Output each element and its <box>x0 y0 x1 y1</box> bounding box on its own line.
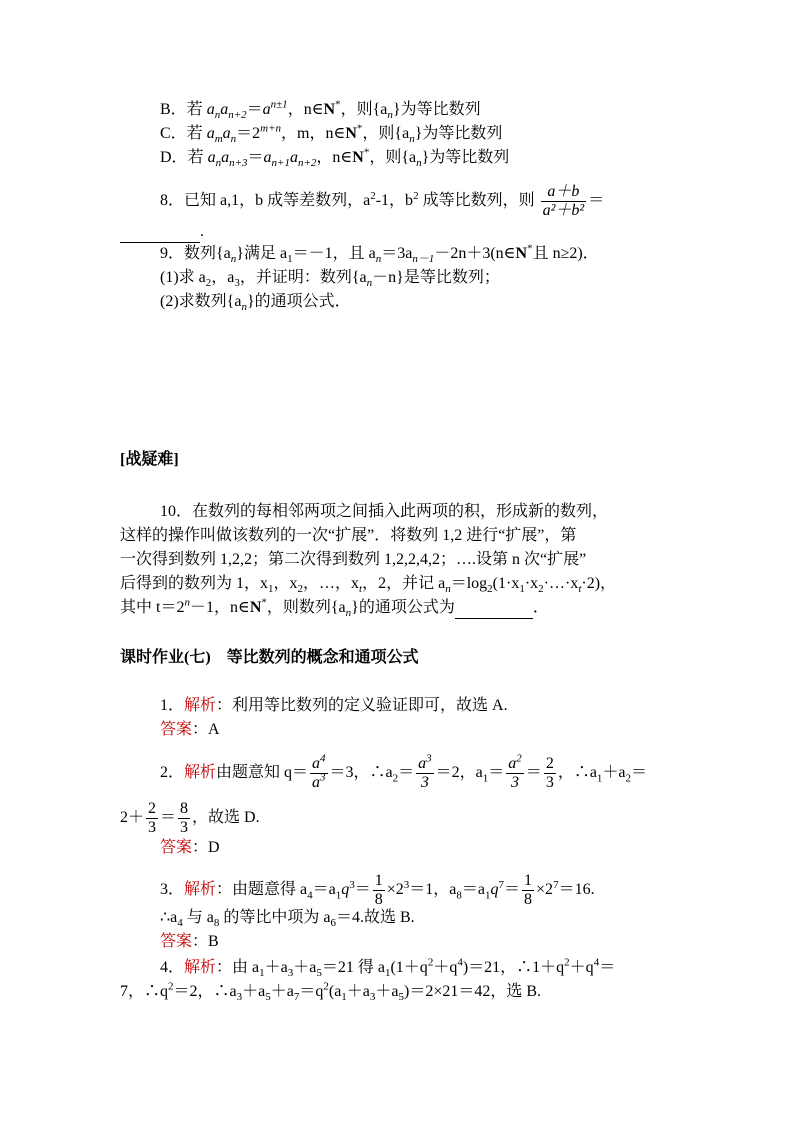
question-8: 8．已知 a,1，b 成等差数列，$a^2-1$，$b^2$ 成等比数列，则 $\frac{a+b}{\text{a²＋b²}}$ ＝ <box>160 183 605 219</box>
q7-option-c: C．若 $a_ma_n=2^{m+n}$，m，n∈N*，则$\{a_n\}$为等比数列 <box>160 122 503 146</box>
answer-3: 3．解析：由题意得 $a_4=a_1q^3=$ $\frac{1}{8}$ $\times 2^3=1$，$a_8=a_1q^7=$ $\frac{1}{8}$ $\times 2^7=16$. <box>160 872 595 908</box>
answer-2-result: 答案：D <box>160 839 220 856</box>
section-heading: [战疑难] <box>120 451 179 468</box>
q7-option-b: B．若 $a_na_{n+2}=a^{n\pm 1}$，n∈N*，则$\{a_n\}$为等比数列 <box>160 98 481 122</box>
question-10-line-3: 一次得到数列 1,2,2；第二次得到数列 1,2,2,4,2；….设第 n 次“扩展” <box>120 551 587 568</box>
question-9: 9．数列$\{a_n\}$满足 $a_1=-1$，且 $a_n=3a_{n-1}-2n+3(n\in N^*$且 n≥2)． <box>160 242 599 266</box>
answer-1-result: 答案：A <box>160 721 220 738</box>
question-10-line-4: 后得到的数列为 1，$x_1$，$x_2$，…，$x_t$，2，并记 $a_n=\log_2(1\cdot x_1\cdot x_2\cdot\dots\cdot x_t\cdot 2)$， <box>120 575 617 596</box>
answer-2: 2．解析由题意知 q＝ $\frac{a^4}{a^3}$ ＝3，$\therefore a_2=$ $\frac{a^3}{3}$ ＝2，$a_1=$ $\frac{a^2}{3}$ ＝ $\frac{2}{3}$ ，$\therefore a_1+a_2=$ <box>160 752 648 791</box>
q7-option-d: D．若 $a_na_{n+3}=a_{n+1}a_{n+2}$，n∈N*，则$\{a_n\}$为等比数列 <box>160 146 510 170</box>
answer-blank: . <box>120 222 204 243</box>
question-9-part-1: (1)求 $a_2$，$a_3$，并证明：数列$\{a_n-n\}$是等比数列； <box>160 269 500 290</box>
answer-2-line-2: 2＋ $\frac{2}{3}$ ＝ $\frac{8}{3}$ ，故选 D. <box>120 800 260 836</box>
question-9-part-2: (2)求数列$\{a_n\}$的通项公式． <box>160 293 351 314</box>
question-10-line-1: 10．在数列的每相邻两项之间插入此两项的积，形成新的数列， <box>160 503 609 520</box>
question-10-line-5: 其中 $t=2^n-1$，n∈N*，则数列$\{a_n\}$的通项公式为 ． <box>120 596 549 620</box>
fraction: $\frac{a+b}{\text{a²＋b²}}$ <box>542 183 585 219</box>
answers-title: 课时作业(七) 等比数列的概念和通项公式 <box>120 649 419 666</box>
question-10-line-2: 这样的操作叫做该数列的一次“扩展”．将数列 1,2 进行“扩展”，第 <box>120 527 577 544</box>
answer-1: 1．解析：利用等比数列的定义验证即可，故选 A. <box>160 697 508 714</box>
answer-4-line-2: 7，$\therefore q^2=2$，$\therefore a_3+a_5+a_7=q^2(a_1+a_3+a_5)=2\times 21=42$，选 B. <box>120 980 542 1004</box>
answer-3-line-2: $\therefore a_4$ 与 $a_8$ 的等比中项为 $a_6=4$.故选 B. <box>160 909 415 930</box>
answer-4: 4．解析：由 $a_1+a_3+a_5=21$ 得 $a_1(1+q^2+q^4)=21$，$\therefore 1+q^2+q^4=$ <box>160 956 616 980</box>
answer-3-result: 答案：B <box>160 933 219 950</box>
